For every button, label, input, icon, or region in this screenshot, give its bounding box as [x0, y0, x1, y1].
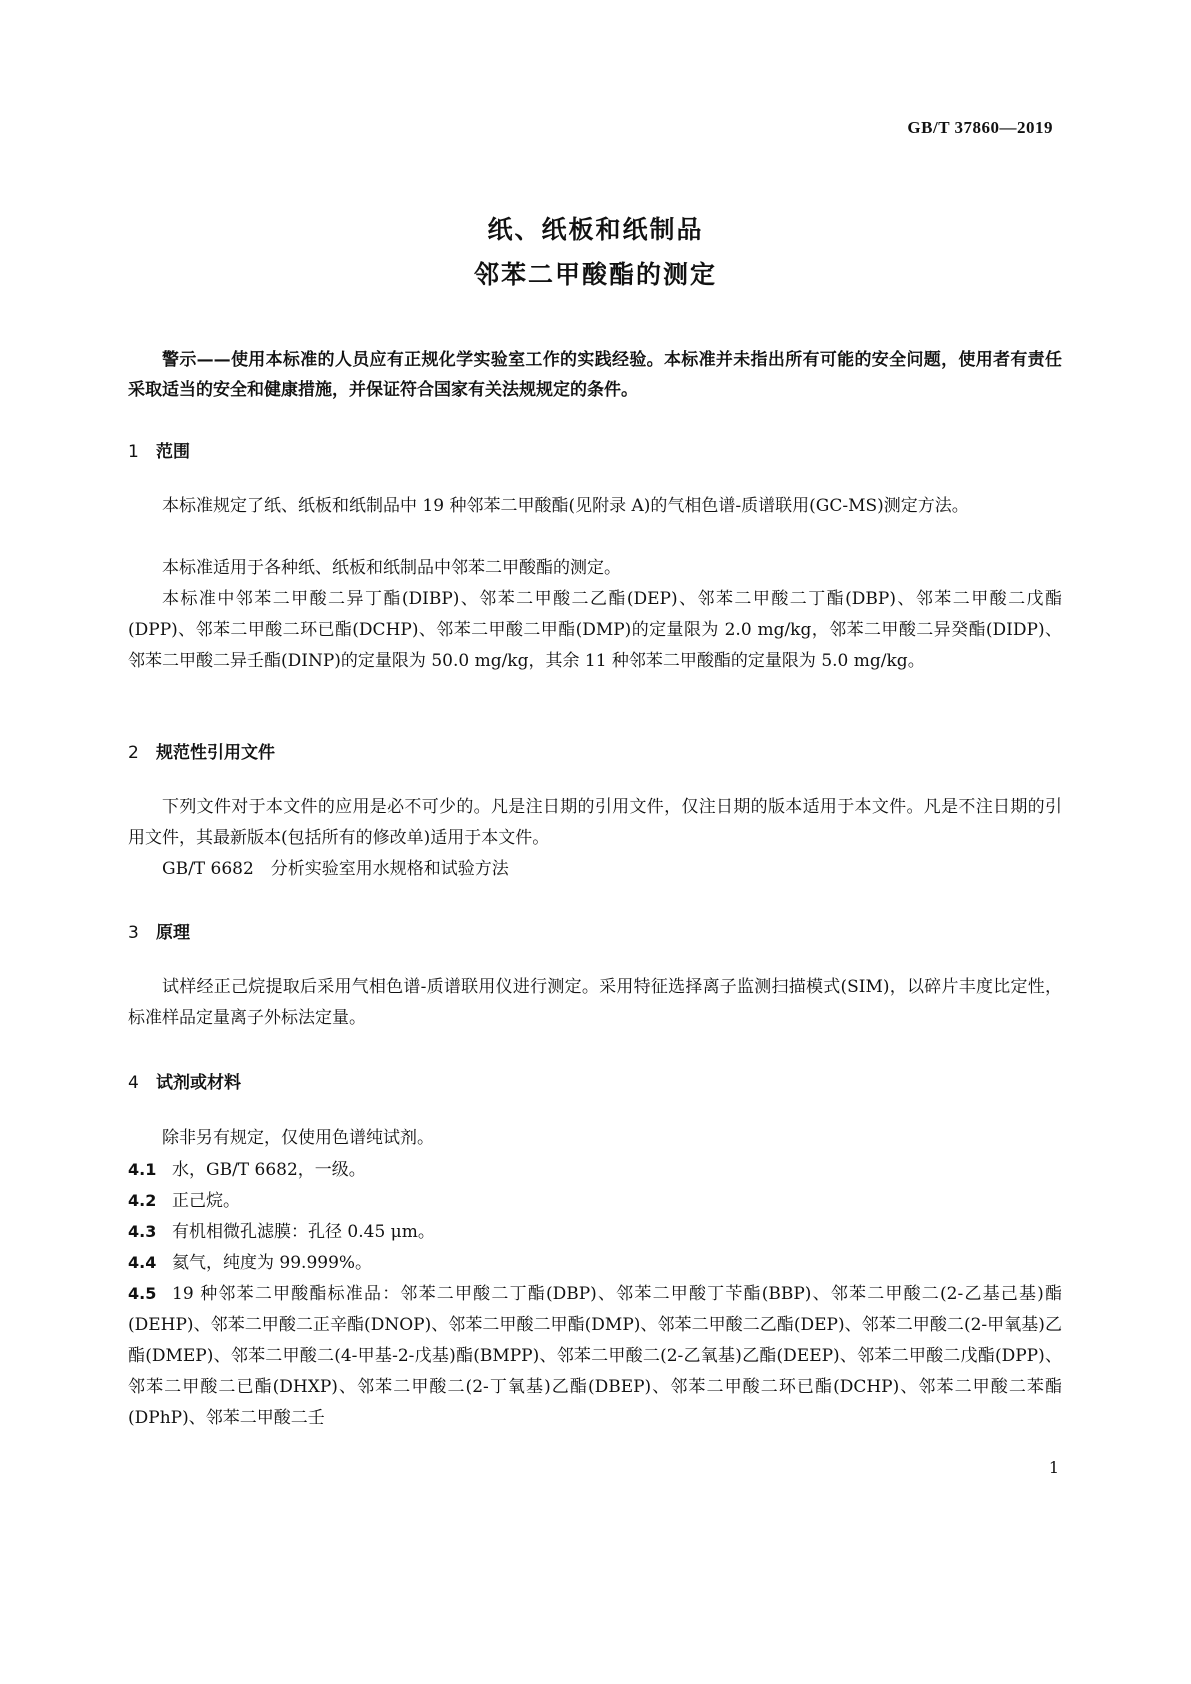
item-number: 4.4 — [128, 1253, 157, 1272]
item-text: 氦气，纯度为 99.999%。 — [172, 1253, 373, 1273]
section-number: 3 — [128, 923, 139, 943]
safety-warning: 警示——使用本标准的人员应有正规化学实验室工作的实践经验。本标准并未指出所有可能的安全问题，使用者有责任采取适当的安全和健康措施，并保证符合国家有关法规规定的条件。 — [128, 350, 1062, 400]
section-4-heading — [128, 1068, 241, 1093]
reagent-item — [128, 1278, 1062, 1434]
item-text: 有机相微孔滤膜：孔径 0.45 μm。 — [172, 1222, 435, 1242]
reagents-intro: 除非另有规定，仅使用色谱纯试剂。 — [162, 1128, 434, 1148]
section-1-heading — [128, 437, 190, 462]
section-number: 2 — [128, 743, 139, 763]
item-text: 19 种邻苯二甲酸酯标准品：邻苯二甲酸二丁酯(DBP)、邻苯二甲酸丁苄酯(BBP)、邻苯二甲酸二(2-乙基己基)酯(DEHP)、邻苯二甲酸二正辛酯(DNOP)、邻苯二甲酸二甲酯(DMP)、邻苯二甲酸二乙酯(DEP)、邻苯二甲酸二(2-甲氧基)乙酯(DMEP)、邻苯二甲酸二(4-甲基-2-戊基)酯(BMPP)、邻苯二甲酸二(2-乙氧基)乙酯(DEEP)、邻苯二甲酸二戊酯(DPP)、邻苯二甲酸二已酯(DHXP)、邻苯二甲酸二(2-丁氧基)乙酯(DBEP)、邻苯二甲酸二环已酯(DCHP)、邻苯二甲酸二苯酯(DPhP)、邻苯二甲酸二壬 — [128, 1284, 1062, 1428]
scope-paragraph-3: 本标准中邻苯二甲酸二异丁酯(DIBP)、邻苯二甲酸二乙酯(DEP)、邻苯二甲酸二丁酯(DBP)、邻苯二甲酸二戊酯(DPP)、邻苯二甲酸二环已酯(DCHP)、邻苯二甲酸二甲酯(DMP)的定量限为 2.0 mg/kg，邻苯二甲酸二异癸酯(DIDP)、邻苯二甲酸二异壬酯(DINP)的定量限为 50.0 mg/kg，其余 11 种邻苯二甲酸酯的定量限为 5.0 mg/kg。 — [128, 589, 1062, 671]
item-number: 4.3 — [128, 1222, 157, 1241]
section-2-heading — [128, 738, 275, 763]
section-number: 4 — [128, 1073, 139, 1093]
document-title-line-1: 纸、纸板和纸制品 — [487, 215, 704, 244]
normative-reference-item: GB/T 6682 分析实验室用水规格和试验方法 — [162, 859, 509, 879]
normative-references-paragraph: 下列文件对于本文件的应用是必不可少的。凡是注日期的引用文件，仅注日期的版本适用于本文件。凡是不注日期的引用文件，其最新版本(包括所有的修改单)适用于本文件。 — [128, 797, 1062, 848]
document-title-line-2: 邻苯二甲酸酯的测定 — [473, 260, 717, 289]
standard-code: GB/T 37860—2019 — [907, 118, 1053, 137]
section-title: 规范性引用文件 — [156, 743, 275, 763]
item-number: 4.2 — [128, 1191, 157, 1210]
reagent-item — [128, 1154, 1062, 1186]
item-number: 4.1 — [128, 1160, 157, 1179]
reagent-item — [128, 1247, 1062, 1279]
section-title: 范围 — [156, 442, 190, 462]
scope-paragraph-2: 本标准适用于各种纸、纸板和纸制品中邻苯二甲酸酯的测定。 — [162, 558, 621, 578]
reagent-item — [128, 1216, 1062, 1248]
section-title: 原理 — [156, 923, 190, 943]
section-3-heading — [128, 918, 190, 943]
page-number: 1 — [1048, 1458, 1059, 1477]
principle-paragraph: 试样经正己烷提取后采用气相色谱-质谱联用仪进行测定。采用特征选择离子监测扫描模式(SIM)，以碎片丰度比定性，标准样品定量离子外标法定量。 — [128, 977, 1062, 1028]
reagent-item — [128, 1185, 1062, 1217]
scope-paragraph-1: 本标准规定了纸、纸板和纸制品中 19 种邻苯二甲酸酯(见附录 A)的气相色谱-质谱联用(GC-MS)测定方法。 — [162, 496, 969, 516]
section-number: 1 — [128, 442, 139, 462]
item-number: 4.5 — [128, 1284, 157, 1303]
item-text: 水，GB/T 6682，一级。 — [172, 1160, 366, 1180]
section-title: 试剂或材料 — [156, 1073, 241, 1093]
item-text: 正己烷。 — [172, 1191, 240, 1211]
